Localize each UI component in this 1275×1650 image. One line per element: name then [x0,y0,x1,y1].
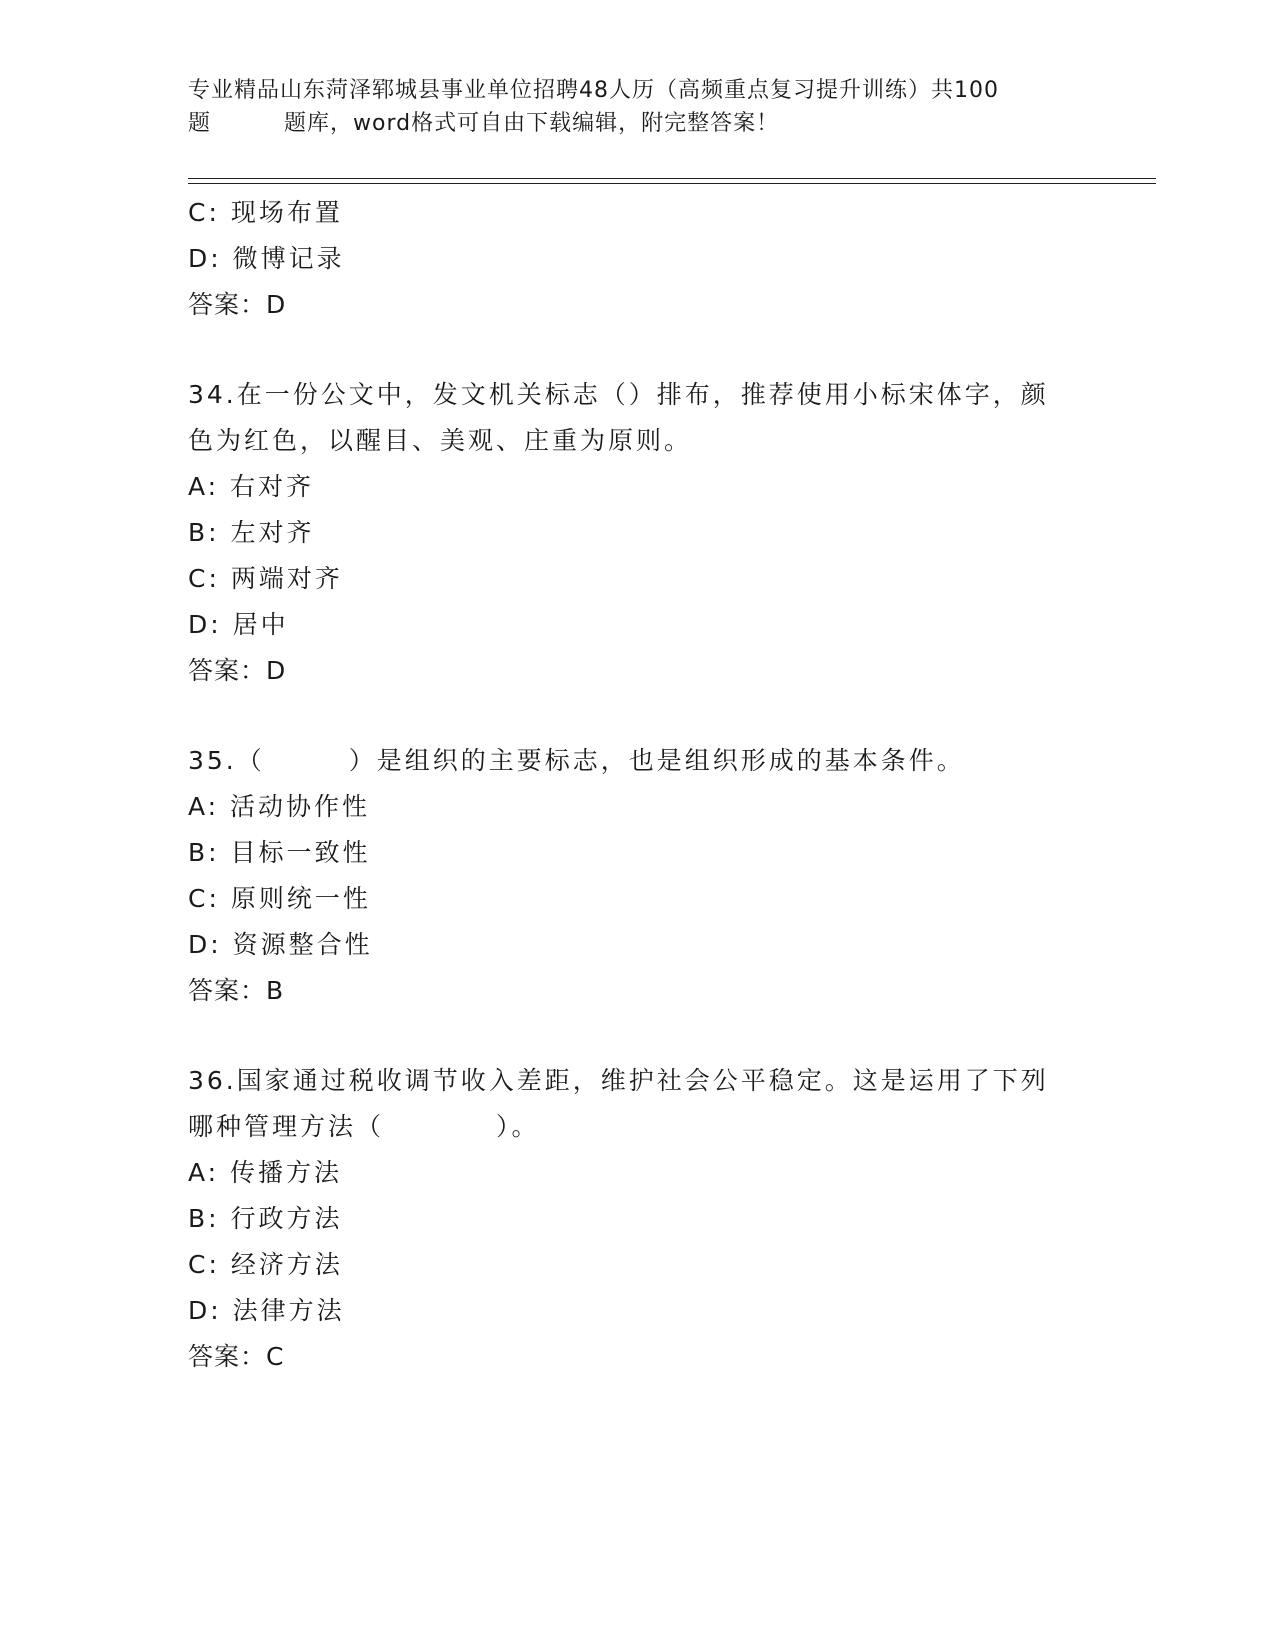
option-text: 右对齐 [230,472,315,501]
option-text: 传播方法 [230,1158,343,1187]
option-label: D: [188,610,222,639]
prev-question [188,190,1088,328]
option-a [188,464,1088,510]
option-c [188,1242,1088,1288]
option-a [188,784,1088,830]
option-text: 活动协作性 [230,792,371,821]
option-text: 左对齐 [230,518,315,547]
question-text-line: 哪种管理方法（ ）。 [188,1112,540,1141]
option-c [188,876,1088,922]
option-label: C: [188,884,220,913]
header-line-2 [188,107,1088,140]
option-text: 资源整合性 [232,930,373,959]
answer-text: 答案：D [188,656,287,685]
option-text: 原则统一性 [230,884,371,913]
question-36 [188,1058,1088,1380]
answer-text: 答案：D [188,290,287,319]
option-text: 现场布置 [230,198,343,227]
header-rule-bottom [188,183,1156,184]
page-header [188,74,1088,140]
option-label: B: [188,518,220,547]
option-label: C: [188,198,220,227]
option-text: 微博记录 [232,244,345,273]
option-label: B: [188,838,220,867]
option-label: A: [188,792,220,821]
question-34 [188,372,1088,694]
option-b [188,510,1088,556]
header-line-2-rest: 题库，word格式可自由下载编辑，附完整答案！ [284,111,780,136]
option-label: B: [188,1204,220,1233]
option-d [188,1288,1088,1334]
question-35 [188,738,1088,1014]
option-text: 两端对齐 [230,564,343,593]
answer-text: 答案：C [188,1342,285,1371]
option-c [188,190,1088,236]
option-c [188,556,1088,602]
option-label: A: [188,1158,220,1187]
option-text: 行政方法 [230,1204,343,1233]
option-b [188,1196,1088,1242]
option-text: 经济方法 [230,1250,343,1279]
header-line-2-prefix: 题 [188,111,212,136]
header-rule-top [188,178,1156,179]
question-text-line: 36.国家通过税收调节收入差距，维护社会公平稳定。这是运用了下列 [188,1066,1049,1095]
option-d [188,236,1088,282]
question-text-line: 34.在一份公文中，发文机关标志（）排布，推荐使用小标宋体字，颜 [188,380,1049,409]
option-text: 居中 [232,610,289,639]
option-label: D: [188,930,222,959]
option-label: C: [188,564,220,593]
option-label: C: [188,1250,220,1279]
option-text: 法律方法 [232,1296,345,1325]
header-line-1: 专业精品山东菏泽郓城县事业单位招聘48人历（高频重点复习提升训练）共100 [188,78,999,103]
option-b [188,830,1088,876]
option-d [188,922,1088,968]
question-content [188,190,1088,1380]
question-text-line: 35.（ ）是组织的主要标志，也是组织形成的基本条件。 [188,746,965,775]
option-label: D: [188,244,222,273]
option-a [188,1150,1088,1196]
option-d [188,602,1088,648]
option-label: D: [188,1296,222,1325]
option-label: A: [188,472,220,501]
answer-text: 答案：B [188,976,285,1005]
question-text-line: 色为红色，以醒目、美观、庄重为原则。 [188,426,693,455]
option-text: 目标一致性 [230,838,371,867]
